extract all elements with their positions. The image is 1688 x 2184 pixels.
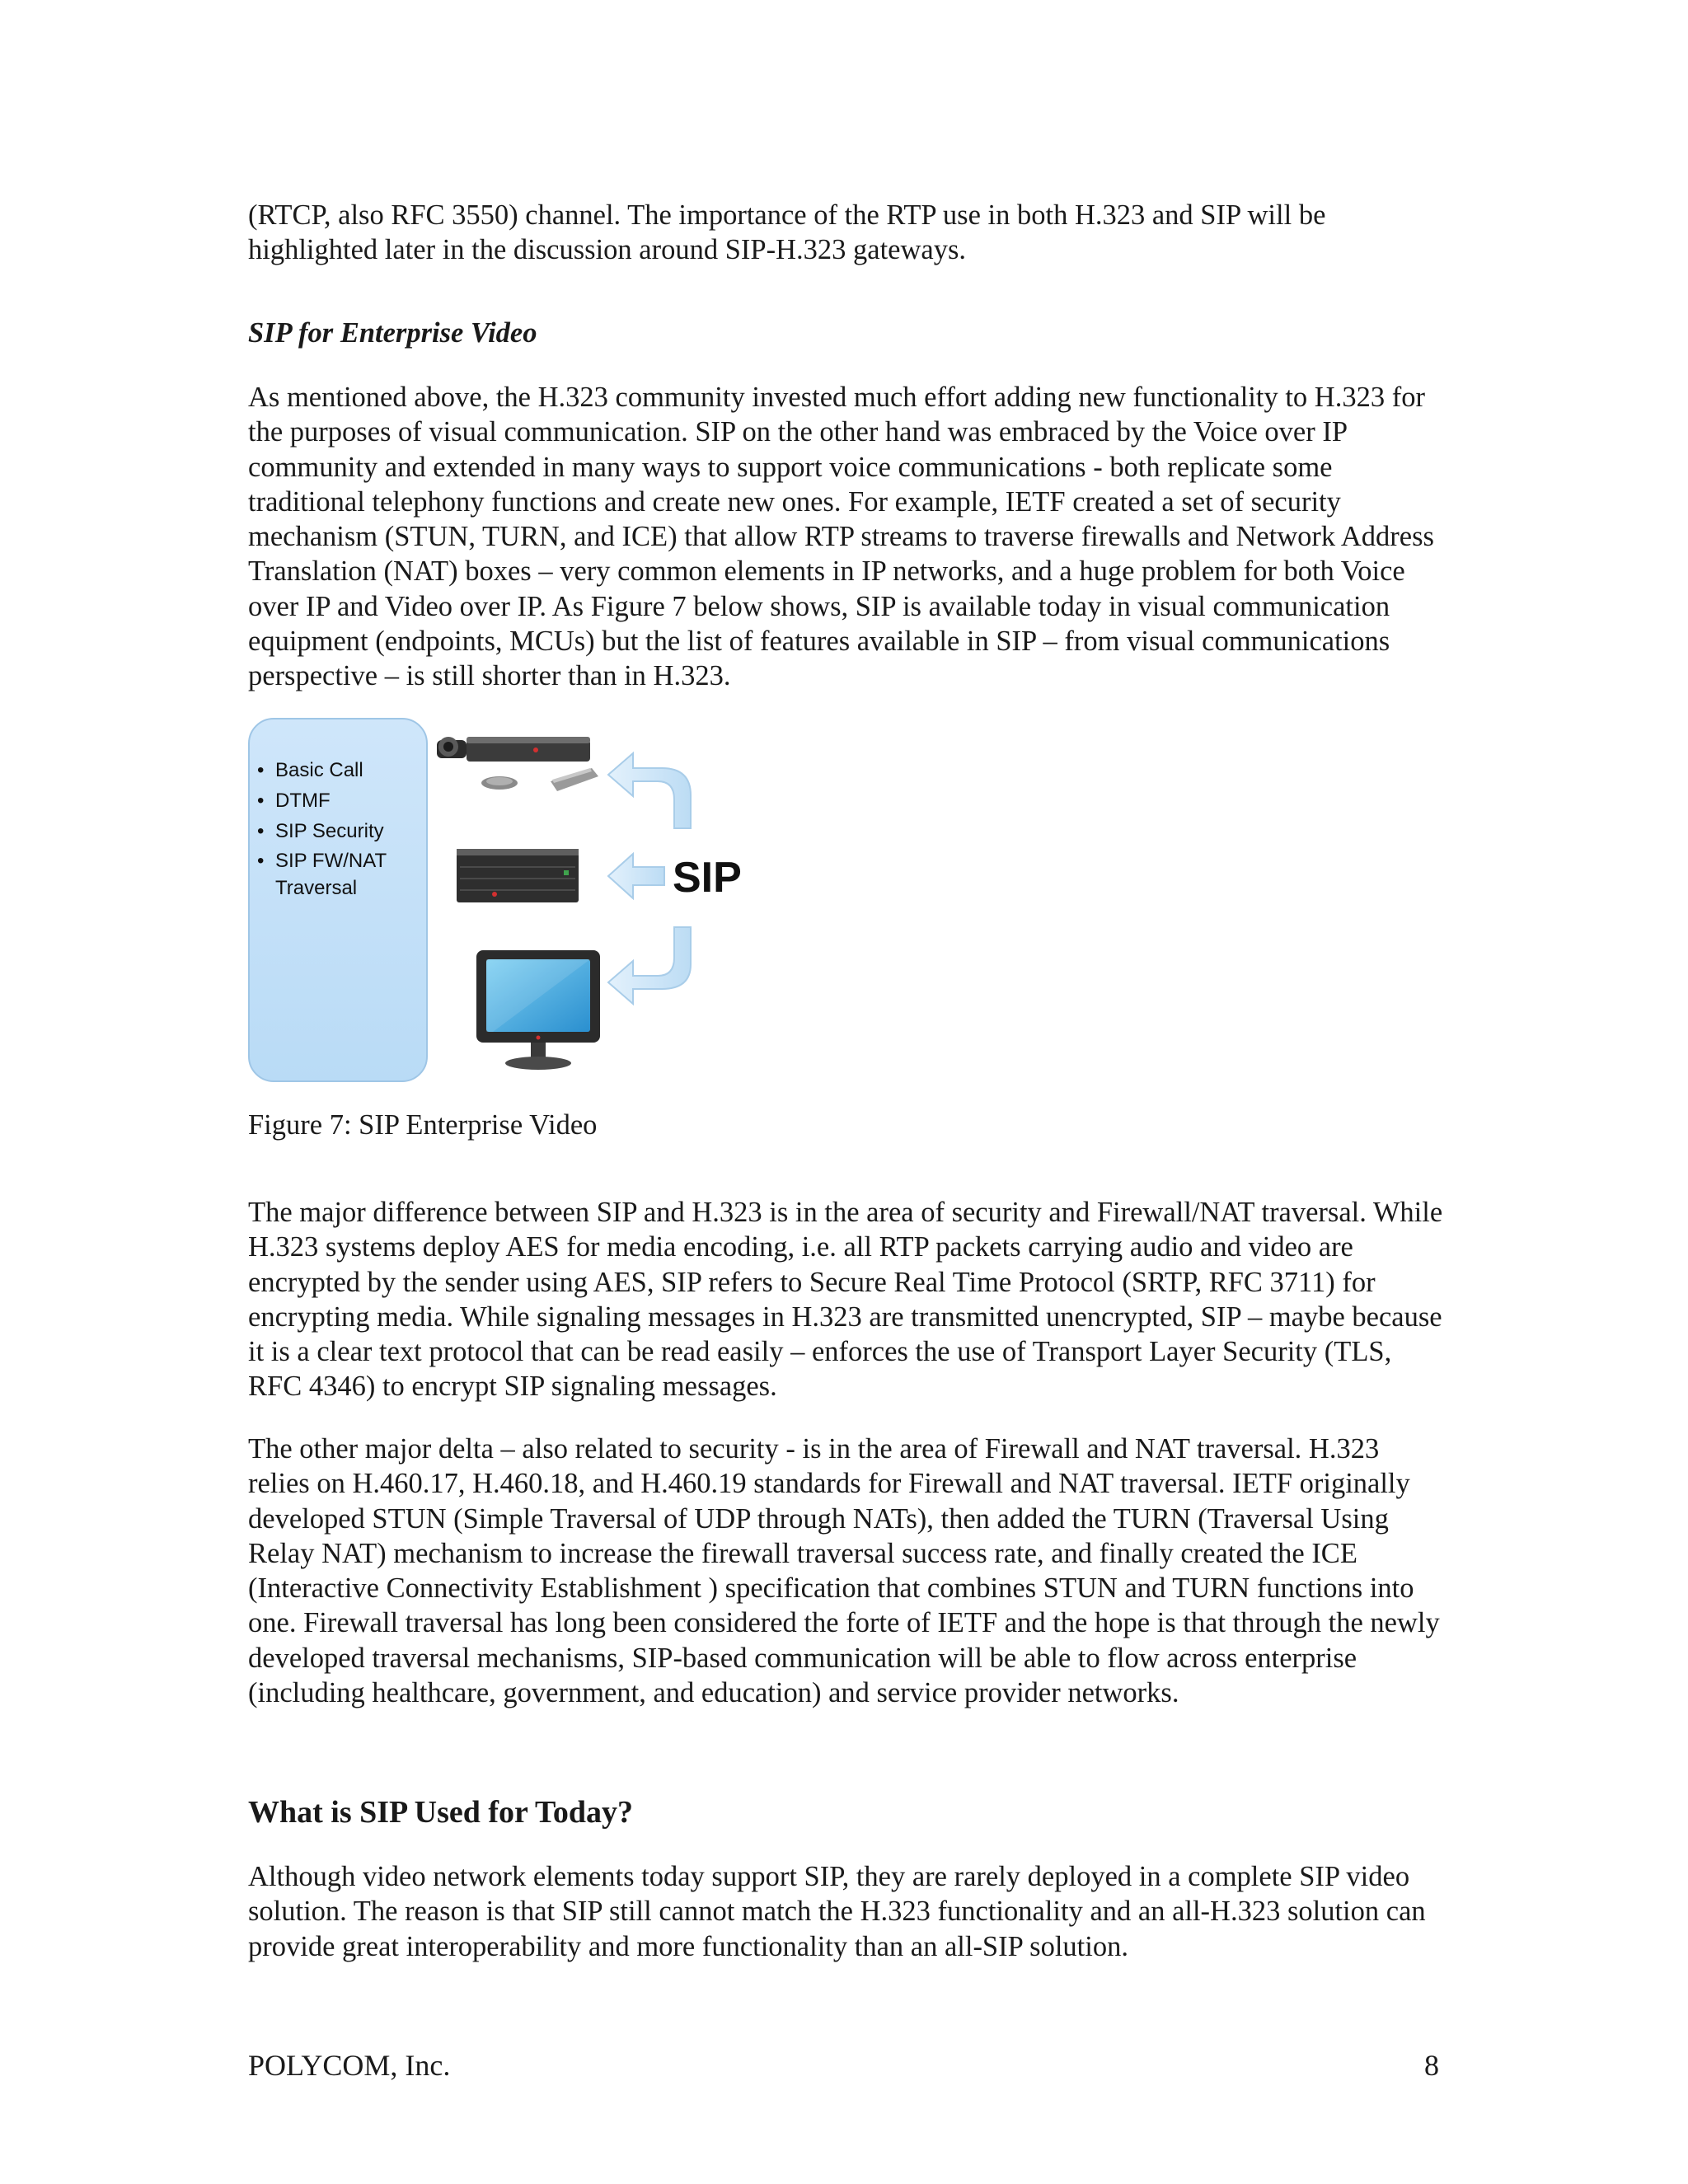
- sip-enterprise-video-figure: [246, 717, 823, 1088]
- arrow-to-monitor: [608, 927, 691, 1004]
- section-heading-sip-used-today: What is SIP Used for Today?: [248, 1795, 634, 1830]
- arrow-to-endpoint: [608, 753, 691, 828]
- paragraph-other-major-delta: The other major delta – also related to security - is in the area of Firewall and NAT traversal. H.323 relies on H.460.17, H.460.18, and H.460.19 standards for Firewall and NAT traversal. IETF originally developed STUN (Simple Traversal of UDP through NATs), then added the TURN (Traversal Using Relay NAT) mechanism to increase the firewall traversal success rate, and finally created the ICE (Interactive Connectivity Establishment ) specification that combines STUN and TURN functions into one. Firewall traversal has long been considered the forte of IETF and the hope is that through the newly developed traversal mechanisms, SIP-based communication will be able to flow across enterprise (including healthcare, government, and education) and service provider networks.: [248, 1433, 1440, 1709]
- monitor-icon: [476, 950, 600, 1070]
- arrow-to-mcu: [608, 854, 664, 898]
- footer-company: POLYCOM, Inc.: [248, 2049, 451, 2082]
- feature-traversal: Traversal: [275, 877, 358, 899]
- feature-basic-call: Basic Call: [275, 759, 363, 781]
- paragraph-major-difference: The major difference between SIP and H.323 is in the area of security and Firewall/NAT traversal. While H.323 systems deploy AES for media encoding, i.e. all RTP packets carrying audio and video are encrypted by the sender using AES, SIP refers to Secure Real Time Protocol (SRTP, RFC 3711) for encrypting media. While signaling messages in H.323 are transmitted unencrypted, SIP – maybe because it is a clear text protocol that can be read easily – enforces the use of Transport Layer Security (TLS, RFC 4346) to encrypt SIP signaling messages.: [248, 1197, 1443, 1403]
- mcu-rack-icon: [457, 849, 579, 902]
- feature-bullet: •: [257, 759, 265, 781]
- video-endpoint-icon: [437, 737, 598, 791]
- feature-bullet: •: [257, 820, 265, 842]
- sip-label: SIP: [673, 854, 742, 902]
- feature-bullet: •: [257, 850, 265, 872]
- paragraph-sip-deployment: Although video network elements today support SIP, they are rarely deployed in a complete SIP video solution. The reason is that SIP still cannot match the H.323 functionality and an all-H.323 solution can provide great interoperability and more functionality than an all-SIP solution.: [248, 1861, 1426, 1962]
- feature-dtmf: DTMF: [275, 790, 331, 812]
- subheading-sip-enterprise-video: SIP for Enterprise Video: [248, 317, 537, 349]
- paragraph-h323-community: As mentioned above, the H.323 community invested much effort adding new functionality to H.323 for the purposes of visual communication. SIP on the other hand was embraced by the Voice over IP community and extended in many ways to support voice communications - both replicate some traditional telephony functions and create new ones. For example, IETF created a set of security mechanism (STUN, TURN, and ICE) that allow RTP streams to traverse firewalls and Network Address Translation (NAT) boxes – very common elements in IP networks, and a huge problem for both Voice over IP and Video over IP. As Figure 7 below shows, SIP is available today in visual communication equipment (endpoints, MCUs) but the list of features available in SIP – from visual communications perspective – is still shorter than in H.323.: [248, 382, 1434, 692]
- paragraph-rtcp: (RTCP, also RFC 3550) channel. The importance of the RTP use in both H.323 and SIP will be highlighted later in the discussion around SIP-H.323 gateways.: [248, 199, 1326, 266]
- figure-caption: Figure 7: SIP Enterprise Video: [248, 1109, 598, 1141]
- feature-sip-security: SIP Security: [275, 820, 384, 842]
- feature-sip-fw-nat: SIP FW/NAT: [275, 850, 387, 872]
- feature-bullet: •: [257, 790, 265, 812]
- footer-page-number: 8: [1424, 2049, 1439, 2082]
